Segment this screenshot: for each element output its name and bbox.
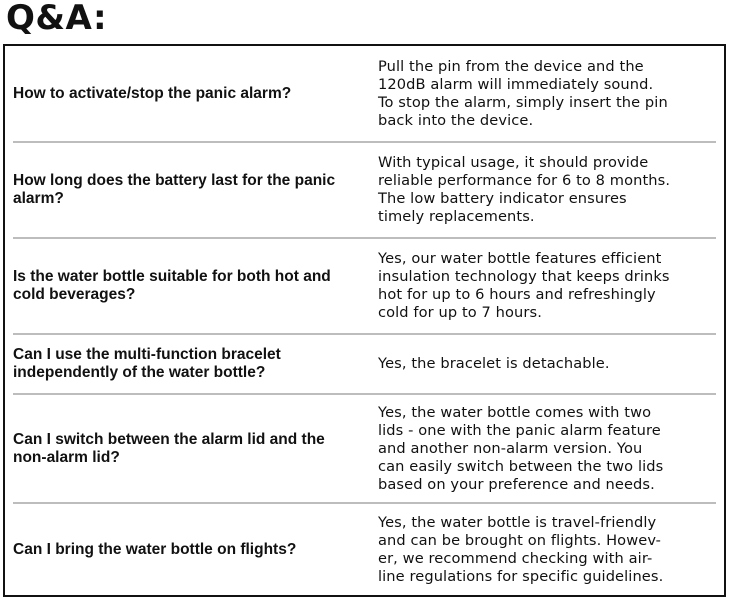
faq-answer: Yes, our water bottle features efficient insulation technology that keeps drinks hot for up to 6 hours and refreshingly cold for up to 7 hours.	[378, 250, 670, 321]
page-title: Q&A:	[6, 0, 108, 38]
faq-answer: Yes, the water bottle comes with two lids - one with the panic alarm feature and another non-alarm version. You can easily switch between the two lids based on your preference and needs.	[378, 403, 664, 493]
faq-row	[5, 504, 724, 595]
faq-answer: Yes, the bracelet is detachable.	[378, 355, 610, 372]
faq-table	[3, 44, 726, 597]
faq-question: Can I switch between the alarm lid and the non-alarm lid?	[13, 430, 325, 466]
faq-row	[5, 239, 724, 333]
faq-answer: With typical usage, it should provide reliable performance for 6 to 8 months. The low battery indicator ensures timely replacements.	[378, 154, 671, 225]
faq-answer: Pull the pin from the device and the 120dB alarm will immediately sound. To stop the alarm, simply insert the pin back into the device.	[378, 57, 668, 129]
faq-row	[5, 143, 724, 237]
faq-row	[5, 395, 724, 502]
faq-row	[5, 335, 724, 393]
faq-answer: Yes, the water bottle is travel-friendly and can be brought on flights. Howev- er, we recommend checking with air- line regulations for specific guidelines.	[378, 513, 664, 585]
faq-question: Can I use the multi-function bracelet independently of the water bottle?	[13, 346, 281, 381]
faq-question: Is the water bottle suitable for both hot and cold beverages?	[13, 268, 331, 303]
faq-question: How to activate/stop the panic alarm?	[13, 84, 292, 102]
faq-question: How long does the battery last for the panic alarm?	[13, 172, 336, 207]
faq-question: Can I bring the water bottle on flights?	[13, 540, 297, 558]
faq-row	[5, 46, 724, 141]
